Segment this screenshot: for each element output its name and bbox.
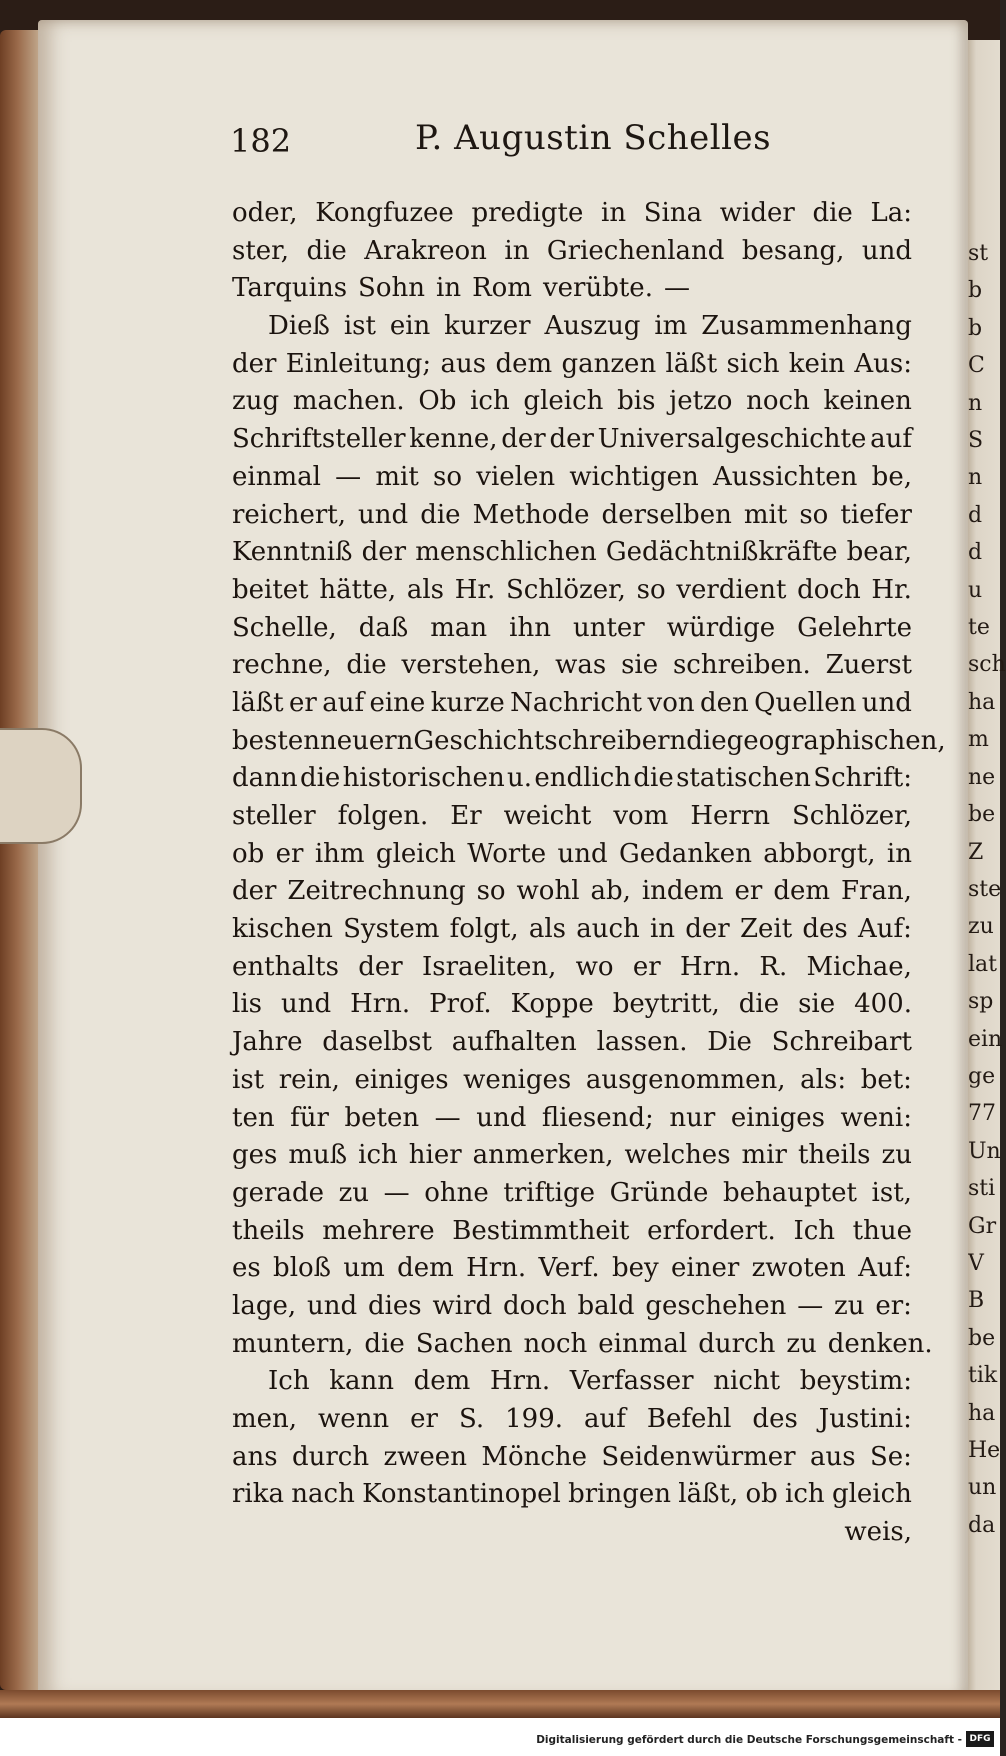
- text-line: men, wenn er S. 199. auf Befehl des Justini:: [232, 1404, 912, 1434]
- text-line: besten neuern Geschichtschreibern die geographischen,: [232, 725, 946, 756]
- page-number: 182: [230, 122, 292, 160]
- bookmark-tab: [0, 728, 82, 844]
- text-line: Ich kann dem Hrn. Verfasser nicht beystim:: [268, 1366, 912, 1397]
- text-line: rika nach Konstantinopel bringen läßt, ob ich gleich: [232, 1479, 912, 1510]
- text-line: zug machen. Ob ich gleich bis jetzo noch keinen: [232, 386, 912, 417]
- text-line: läßt er auf eine kurze Nachricht von den Quellen und: [232, 687, 912, 718]
- text-line: oder, Kongfuzee predigte in Sina wider die La:: [232, 198, 912, 228]
- text-line: enthalts der Israeliten, wo er Hrn. R. Michae,: [232, 951, 912, 982]
- text-line: ster, die Arakreon in Griechenland besang, und: [232, 235, 912, 266]
- text-line: ges muß ich hier anmerken, welches mir theils zu: [232, 1140, 912, 1171]
- text-line: ans durch zween Mönche Seidenwürmer aus Se:: [232, 1441, 912, 1472]
- text-line: reichert, und die Methode derselben mit so tiefer: [232, 499, 912, 530]
- text-line: rechne, die verstehen, was sie schreiben. Zuerst: [232, 650, 912, 681]
- text-line: beitet hätte, als Hr. Schlözer, so verdient doch Hr.: [232, 574, 912, 605]
- text-line: der Zeitrechnung so wohl ab, indem er dem Fran,: [232, 876, 912, 907]
- facing-page-fragments: st b b C n S n d d u te sch ha m ne be Z ste zu lat sp ein ge 77 Un sti Gr V B be tik ha He un da: [968, 241, 1006, 1538]
- text-line: lis und Hrn. Prof. Koppe beytritt, die sie 400.: [232, 989, 912, 1020]
- text-line: Tarquins Sohn in Rom verübte. —: [232, 273, 690, 304]
- dfg-logo: DFG: [966, 1731, 994, 1747]
- text-line: kischen System folgt, als auch in der Zeit des Auf:: [232, 914, 912, 945]
- text-line: Dieß ist ein kurzer Auszug im Zusammenhang: [268, 311, 912, 342]
- text-line: Schelle, daß man ihn unter würdige Gelehrte: [232, 612, 912, 643]
- text-line: ten für beten — und fliesend; nur einiges weni:: [232, 1102, 912, 1133]
- facing-page-edge: [966, 40, 1006, 1690]
- text-line: gerade zu — ohne triftige Gründe behauptet ist,: [232, 1177, 912, 1208]
- text-line: steller folgen. Er weicht vom Herrn Schlözer,: [232, 801, 912, 831]
- running-title: P. Augustin Schelles: [415, 118, 772, 158]
- text-line: es bloß um dem Hrn. Verf. bey einer zwoten Auf:: [232, 1253, 912, 1284]
- text-line: muntern, die Sachen noch einmal durch zu denken.: [232, 1328, 933, 1359]
- text-line: weis,: [844, 1517, 912, 1548]
- text-line: einmal — mit so vielen wichtigen Aussichten be,: [232, 461, 912, 492]
- funding-credit: Digitalisierung gefördert durch die Deutsche Forschungsgemeinschaft -: [536, 1734, 962, 1746]
- text-line: dann die historischen u. endlich die statischen Schrift:: [232, 763, 912, 794]
- text-line: Schriftsteller kenne, der der Universalgeschichte auf: [232, 424, 912, 455]
- text-line: theils mehrere Bestimmtheit erfordert. Ich thue: [232, 1215, 912, 1246]
- page-header: [230, 118, 930, 162]
- bottom-page-edges: [0, 1690, 1000, 1718]
- text-line: der Einleitung; aus dem ganzen läßt sich kein Aus:: [232, 348, 912, 379]
- body-text: [232, 195, 946, 1552]
- text-line: Jahre daselbst aufhalten lassen. Die Schreibart: [232, 1027, 912, 1058]
- text-line: Kenntniß der menschlichen Gedächtnißkräfte bear,: [232, 537, 912, 568]
- text-line: lage, und dies wird doch bald geschehen — zu er:: [232, 1290, 912, 1321]
- text-line: ob er ihm gleich Worte und Gedanken abborgt, in: [232, 838, 912, 869]
- text-line: ist rein, einiges weniges ausgenommen, als: bet:: [232, 1064, 912, 1095]
